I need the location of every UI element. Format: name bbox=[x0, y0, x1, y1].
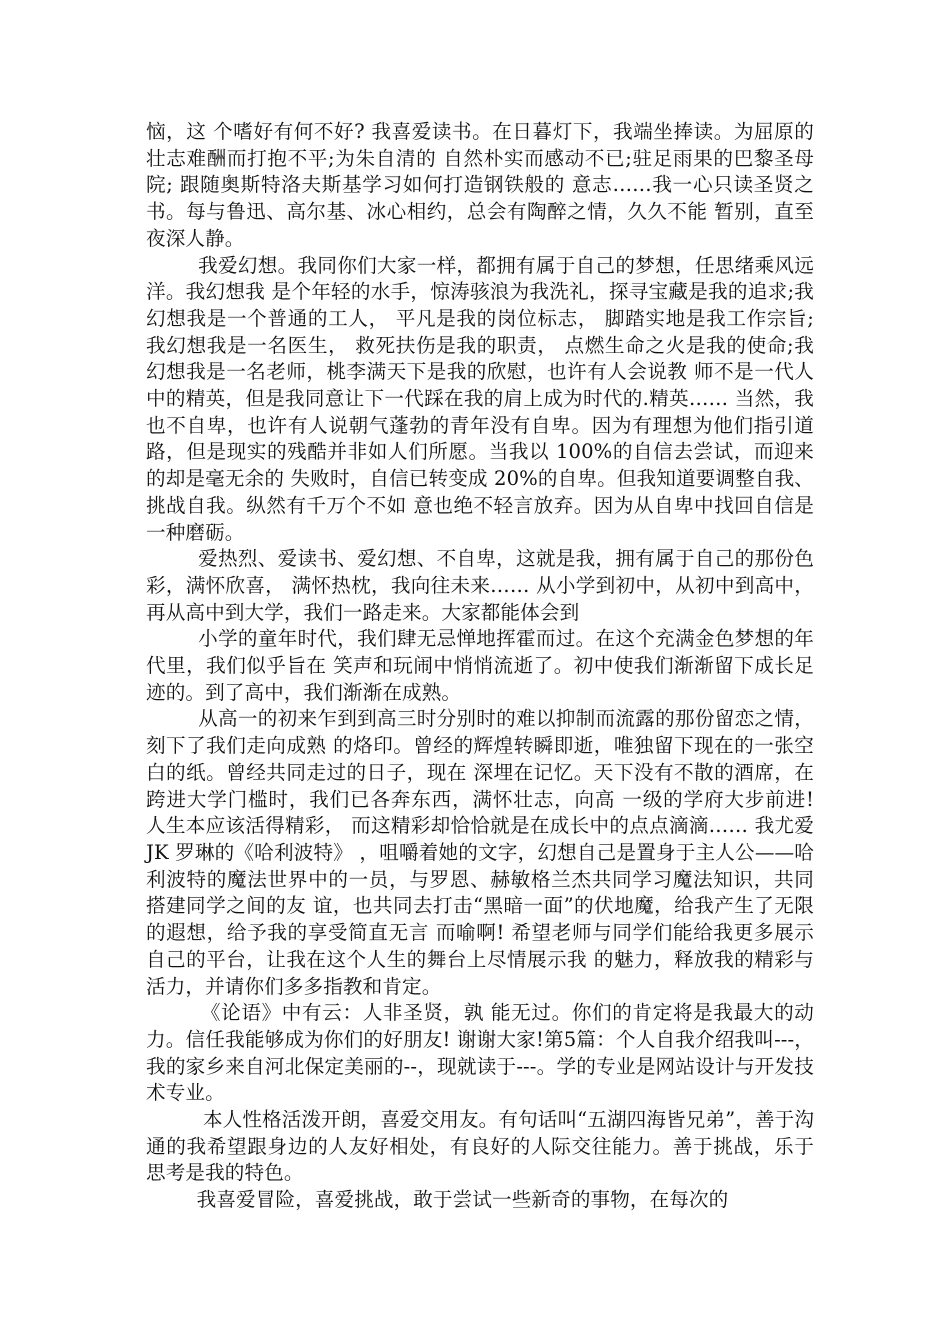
paragraph-reading: 恼，这 个嗜好有何不好? 我喜爱读书。在日暮灯下，我端坐捧读。为屈原的壮志难酬而打抱不平;为朱自清的 自然朴实而感动不已;驻足雨果的巴黎圣母院; 跟随奥斯特洛夫斯基学习如何打造钢铁般的 意志……我一心只读圣贤之书。每与鲁迅、高尔基、冰心相约，总会有陶醉之情，久久不能 暂别，直至夜深人静。 bbox=[146, 120, 814, 250]
paragraph-personality: 本人性格活泼开朗，喜爱交用友。有句话叫“五湖四海皆兄弟”，善于沟通的我希望跟身边的人友好相处，有良好的人际交往能力。善于挑战，乐于思考是我的特色。 bbox=[146, 1108, 815, 1185]
paragraph-adventure: 我喜爱冒险，喜爱挑战，敢于尝试一些新奇的事物，在每次的 bbox=[146, 1188, 729, 1212]
paragraph-summary: 爱热烈、爱读书、爱幻想、不自卑，这就是我，拥有属于自己的那份色彩，满怀欣喜， 满怀热枕，我向往未来…… 从小学到初中，从初中到高中，再从高中到大学，我们一路走来。大家都能体会到 bbox=[146, 547, 814, 624]
document-page bbox=[146, 119, 821, 1214]
paragraph-analects: 《论语》中有云：人非圣贤，孰 能无过。你们的肯定将是我最大的动力。信任我能够成为你们的好朋友! 谢谢大家!第5篇：个人自我介绍我叫---，我的家乡来自河北保定美丽的--，现就读于---。学的专业是网站设计与开发技术专业。 bbox=[146, 1001, 814, 1105]
paragraph-dreams: 我爱幻想。我同你们大家一样，都拥有属于自己的梦想，任思绪乘风远洋。我幻想我 是个年轻的水手，惊涛骇浪为我洗礼，探寻宝藏是我的追求;我幻想我是一个普通的工人， 平凡是我的岗位标志， 脚踏实地是我工作宗旨; 我幻想我是一名医生， 救死扶伤是我的职责， 点燃生命之火是我的使命;我幻想我是一名老师，桃李满天下是我的欣慰，也许有人会说教 师不是一代人中的精英，但是我同意让下一代踩在我的肩上成为时代的.精英…… 当然，我也不自卑，也许有人说朝气蓬勃的青年没有自卑。因为有理想为他们指引道 路，但是现实的残酷并非如人们所愿。当我以 100%的自信去尝试，而迎来的却是毫无余的 失败时，自信已转变成 20%的自卑。但我知道要调整自我、挑战自我。纵然有千万个不如 意也绝不轻言放弃。因为从自卑中找回自信是一种磨砺。 bbox=[146, 253, 821, 544]
paragraph-childhood: 小学的童年时代，我们肆无忌惮地挥霍而过。在这个充满金色梦想的年代里，我们似乎旨在 笑声和玩闹中悄悄流逝了。初中使我们渐渐留下成长足迹的。到了高中，我们渐渐在成熟。 bbox=[146, 627, 814, 704]
paragraph-growing-up: 从高一的初来乍到到高三时分别时的难以抑制而流露的那份留恋之情， 刻下了我们走向成熟 的烙印。曾经的辉煌转瞬即逝，唯独留下现在的一张空白的纸。曾经共同走过的日子，现在 深埋在记忆。天下没有不散的酒席，在跨进大学门槛时，我们已各奔东西，满怀壮志，向高 一级的学府大步前进! 人生本应该活得精彩， 而这精彩却恰恰就是在成长中的点点滴滴…… 我尤爱 JK 罗琳的《哈利波特》 ，咀嚼着她的文字，幻想自己是置身于主人公——哈利波特的魔法世界中的一员，与罗恩、赫敏格兰杰共同学习魔法知识，共同搭建同学之间的友 谊，也共同去打击“黑暗一面”的伏地魔，给我产生了无限的遐想，给予我的享受简直无言 而喻啊! 希望老师与同学们能给我更多展示自己的平台，让我在这个人生的舞台上尽情展示我 的魅力，释放我的精彩与活力，并请你们多多指教和肯定。 bbox=[146, 707, 821, 998]
